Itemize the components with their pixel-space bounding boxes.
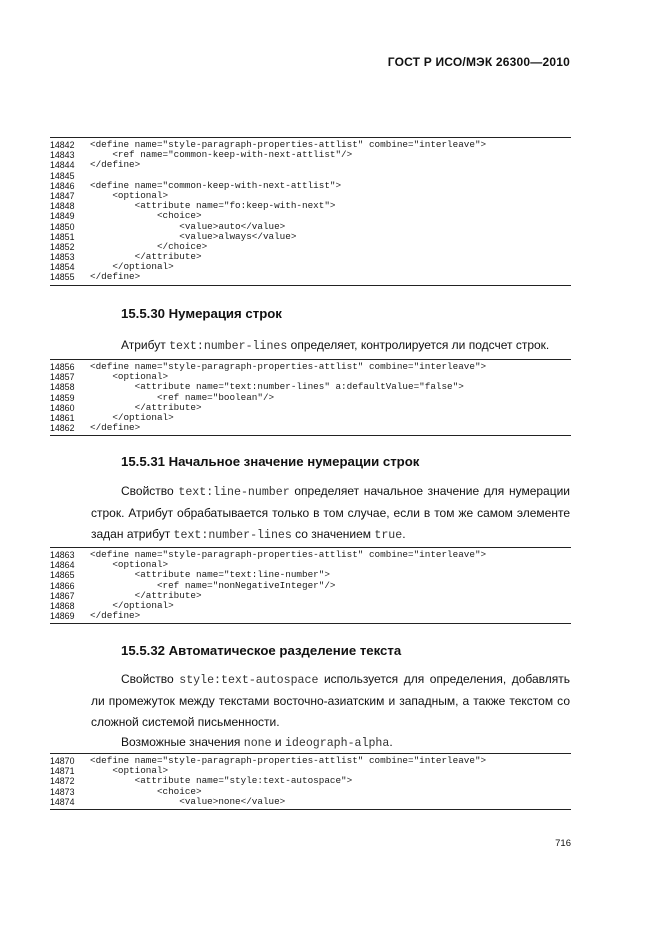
code-text: </optional> <box>90 599 174 611</box>
document-header: ГОСТ Р ИСО/МЭК 26300—2010 <box>387 55 570 69</box>
code-term: text:line-number <box>178 486 290 499</box>
code-text: <ref name="boolean"/> <box>90 391 275 403</box>
section-heading-15-5-32: 15.5.32 Автоматическое разделение текста <box>121 643 402 658</box>
line-number: 14871 <box>50 766 75 777</box>
code-text: <attribute name="text:number-lines" a:defaultValue="false"> <box>90 381 464 393</box>
code-text: <optional> <box>90 189 169 201</box>
line-number: 14848 <box>50 201 75 212</box>
line-number: 14873 <box>50 786 75 797</box>
page-number: 716 <box>555 838 571 849</box>
line-number: 14867 <box>50 590 75 601</box>
code-text: <define name="style-paragraph-properties-attlist" combine="interleave"> <box>90 549 487 560</box>
code-text: <choice> <box>90 785 202 797</box>
code-listing-3 <box>50 547 571 624</box>
code-text: <optional> <box>90 765 169 777</box>
line-number: 14864 <box>50 560 75 571</box>
code-text: <define name="style-paragraph-properties-attlist" combine="interleave"> <box>90 755 487 766</box>
text-run: . <box>402 527 406 541</box>
code-text: <ref name="nonNegativeInteger"/> <box>90 579 336 591</box>
code-text: <define name="common-keep-with-next-attlist"> <box>90 179 342 191</box>
code-term: none <box>243 737 272 750</box>
line-number: 14845 <box>50 170 75 181</box>
code-text: </optional> <box>90 261 174 273</box>
code-text: <attribute name="fo:keep-with-next"> <box>90 200 336 212</box>
text-run: Свойство <box>121 672 180 686</box>
line-number: 14854 <box>50 262 75 273</box>
code-text: </attribute> <box>90 401 202 413</box>
code-term: text:number-lines <box>169 340 288 353</box>
text-run: Свойство <box>121 484 179 498</box>
section-heading-15-5-31: 15.5.31 Начальное значение нумерации строк <box>121 454 420 469</box>
code-text: <optional> <box>90 371 169 383</box>
line-number: 14844 <box>50 160 75 171</box>
text-run: Атрибут <box>121 338 170 352</box>
text-run: используется для определения, добавлять ли промежуток между текстами восточно-азиатским и западным, а также текстом со сложной системой письменности. <box>91 672 570 729</box>
code-listing-1 <box>50 137 571 286</box>
line-number: 14869 <box>50 611 75 622</box>
code-term: text:number-lines <box>173 529 292 542</box>
code-term: true <box>374 529 403 542</box>
line-number: 14861 <box>50 412 75 423</box>
line-number: 14860 <box>50 402 75 413</box>
text-run: определяет, контролируется ли подсчет строк. <box>287 338 550 352</box>
line-number: 14842 <box>50 140 75 150</box>
code-text: </choice> <box>90 240 208 252</box>
line-number: 14874 <box>50 796 75 807</box>
line-number: 14857 <box>50 372 75 383</box>
line-number: 14853 <box>50 252 75 263</box>
code-term: style:text-autospace <box>179 674 319 687</box>
line-number: 14863 <box>50 550 75 560</box>
line-number: 14866 <box>50 580 75 591</box>
paragraph-15-5-30 <box>91 335 570 357</box>
line-number: 14847 <box>50 190 75 201</box>
text-run: со значением <box>291 527 375 541</box>
code-text: <value>auto</value> <box>90 220 286 232</box>
text-run: Возможные значения <box>121 735 244 749</box>
code-line <box>50 160 571 170</box>
line-number: 14846 <box>50 180 75 191</box>
line-number: 14870 <box>50 756 75 766</box>
code-term: ideograph-alpha <box>284 737 390 750</box>
code-text: <optional> <box>90 559 169 571</box>
line-number: 14865 <box>50 570 75 581</box>
code-text: </optional> <box>90 411 174 423</box>
code-line <box>50 423 571 433</box>
code-text: <ref name="common-keep-with-next-attlist"/> <box>90 149 353 161</box>
line-number: 14851 <box>50 231 75 242</box>
line-number: 14850 <box>50 221 75 232</box>
code-text: <attribute name="text:line-number"> <box>90 569 330 581</box>
line-number: 14858 <box>50 382 75 393</box>
code-text: </attribute> <box>90 589 202 601</box>
code-text: </attribute> <box>90 251 202 263</box>
line-number: 14868 <box>50 600 75 611</box>
paragraph-15-5-32-values <box>91 732 570 754</box>
line-number: 14862 <box>50 423 75 434</box>
code-text: </define> <box>90 271 141 283</box>
line-number: 14855 <box>50 272 75 283</box>
line-number: 14856 <box>50 362 75 372</box>
line-number: 14859 <box>50 392 75 403</box>
code-listing-4 <box>50 753 571 810</box>
code-text: <define name="style-paragraph-properties-attlist" combine="interleave"> <box>90 139 487 150</box>
code-text: </define> <box>90 422 141 434</box>
code-line <box>50 272 571 282</box>
code-line <box>50 611 571 621</box>
line-number: 14872 <box>50 776 75 787</box>
line-number: 14843 <box>50 150 75 161</box>
line-number: 14849 <box>50 211 75 222</box>
code-text: </define> <box>90 610 141 622</box>
code-listing-2 <box>50 359 571 436</box>
section-heading-15-5-30: 15.5.30 Нумерация строк <box>121 306 282 321</box>
code-text: <value>always</value> <box>90 230 297 242</box>
paragraph-15-5-31 <box>91 481 570 546</box>
code-text: <attribute name="style:text-autospace"> <box>90 775 353 787</box>
line-number: 14852 <box>50 241 75 252</box>
code-text: <value>none</value> <box>90 795 286 807</box>
text-run: и <box>271 735 285 749</box>
code-line <box>50 797 571 807</box>
paragraph-15-5-32 <box>91 669 570 733</box>
code-text: <define name="style-paragraph-properties-attlist" combine="interleave"> <box>90 361 487 372</box>
code-text: </define> <box>90 159 141 171</box>
code-line <box>50 211 571 221</box>
code-text: <choice> <box>90 210 202 222</box>
text-run: определяет начальное значение для нумерации строк. Атрибут обрабатывается только в том случае, если в том же самом элементе задан атрибут <box>91 484 570 541</box>
text-run: . <box>389 735 393 749</box>
